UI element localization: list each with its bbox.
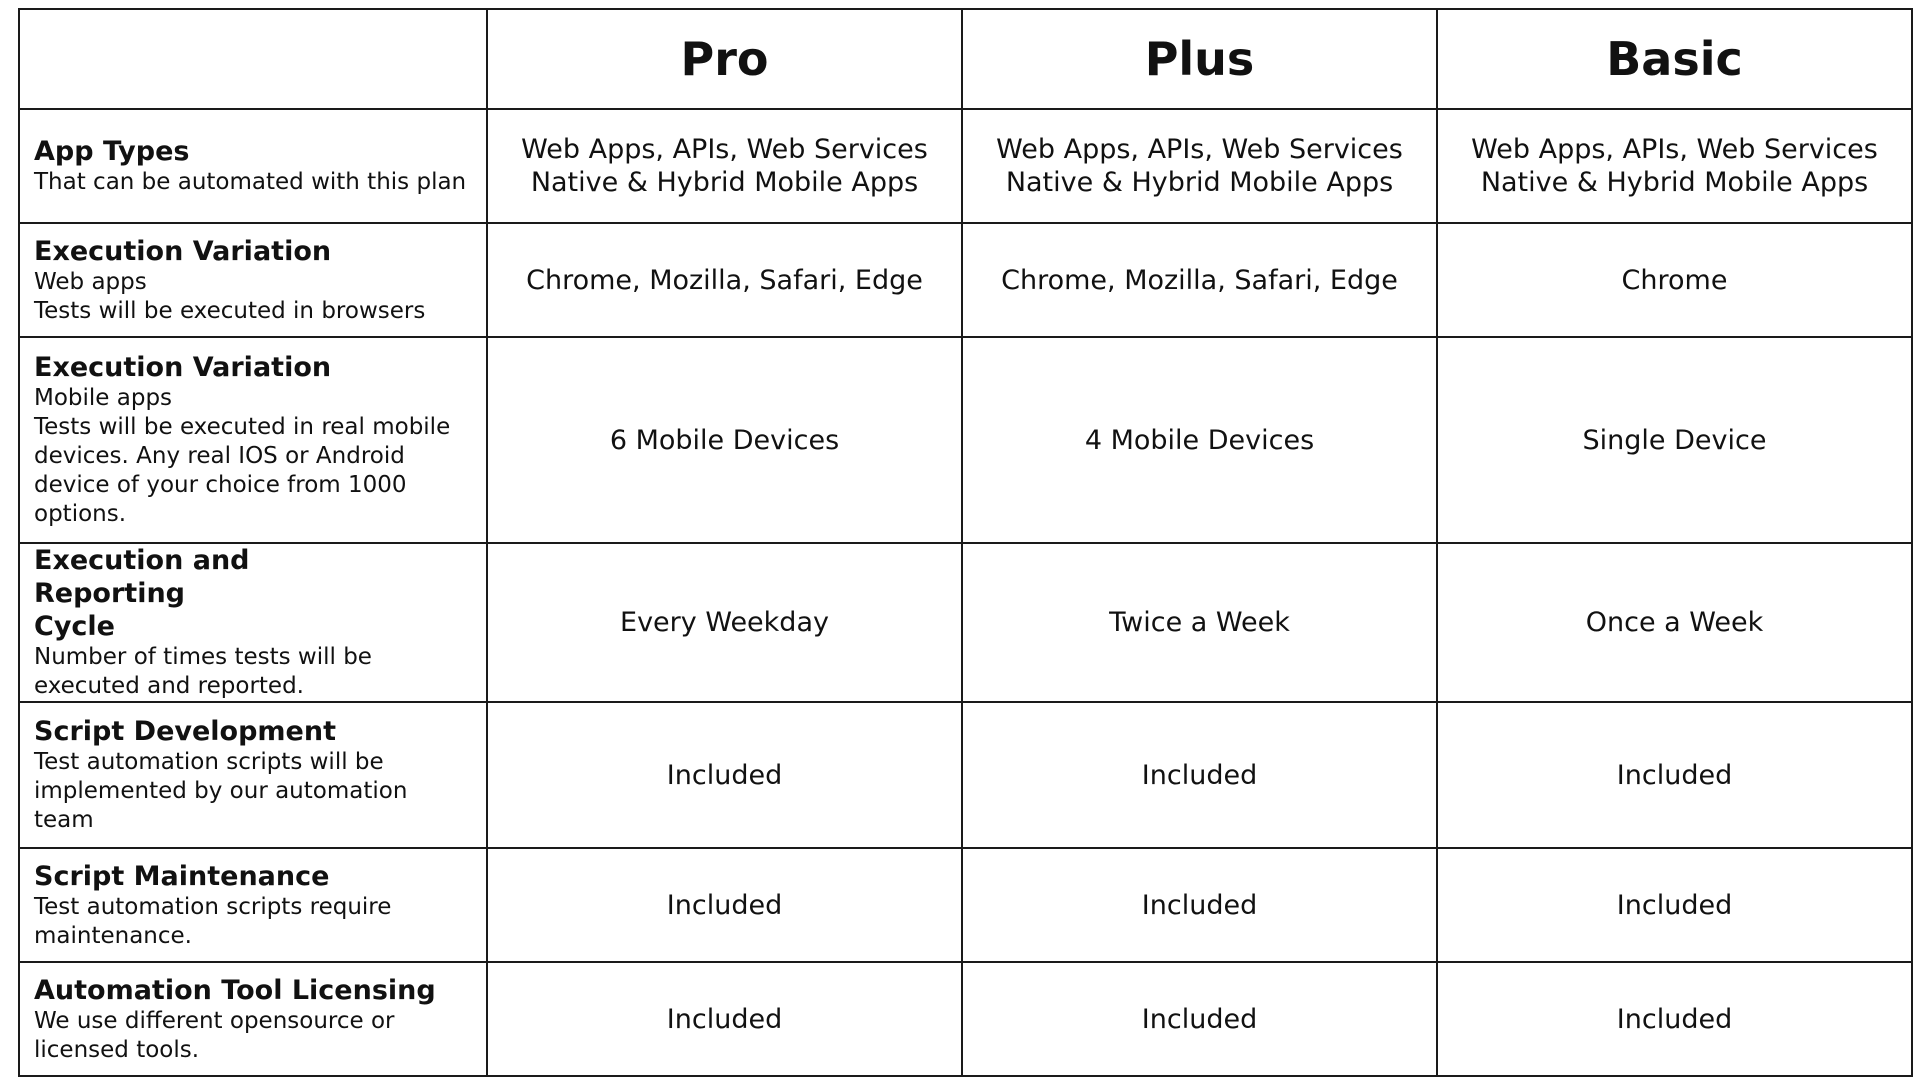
feature-description: Mobile apps xyxy=(34,385,173,411)
plan-value: Included xyxy=(666,759,783,791)
plan-value: Included xyxy=(666,889,783,921)
plan-value-cell xyxy=(1437,543,1912,702)
plan-value-cell xyxy=(962,962,1437,1076)
plan-value: Chrome xyxy=(1621,264,1728,296)
plan-value-cell xyxy=(487,962,962,1076)
plan-value-cell xyxy=(487,109,962,223)
feature-cell xyxy=(19,337,487,543)
plan-value: Native & Hybrid Mobile Apps xyxy=(530,167,919,198)
plan-value: Native & Hybrid Mobile Apps xyxy=(1480,167,1869,198)
plan-value-cell xyxy=(1437,337,1912,543)
plan-value: Included xyxy=(1141,759,1258,791)
plan-value-cell xyxy=(962,337,1437,543)
plan-value: Web Apps, APIs, Web Services xyxy=(996,134,1403,165)
plan-value-cell xyxy=(1437,702,1912,848)
plan-value: Once a Week xyxy=(1585,607,1764,638)
feature-description: Test automation scripts require maintenance. xyxy=(34,893,392,949)
feature-description: Tests will be executed in browsers xyxy=(34,297,426,324)
plan-value-cell xyxy=(1437,109,1912,223)
feature-title: Script Maintenance xyxy=(34,860,330,892)
plan-value: Native & Hybrid Mobile Apps xyxy=(1005,167,1394,198)
plan-value-cell xyxy=(1437,962,1912,1076)
plan-value: Included xyxy=(666,1003,783,1035)
plan-value-cell xyxy=(487,543,962,702)
plan-value-cell xyxy=(962,848,1437,962)
plan-value-cell xyxy=(487,702,962,848)
feature-title: App Types xyxy=(34,136,190,167)
feature-cell xyxy=(19,848,487,962)
feature-description: Tests will be executed in real mobile devices. Any real IOS or Android device of your choice from 1000 options. xyxy=(34,414,451,527)
feature-cell xyxy=(19,543,487,702)
plan-value-cell xyxy=(1437,223,1912,337)
plan-value-cell xyxy=(962,109,1437,223)
plan-value: Included xyxy=(1141,1003,1258,1035)
plan-header-row xyxy=(19,9,1912,109)
plan-value-cell xyxy=(1437,848,1912,962)
plan-value: Web Apps, APIs, Web Services xyxy=(1471,134,1878,165)
table-row xyxy=(19,109,1912,223)
table-row xyxy=(19,337,1912,543)
feature-title: Automation Tool Licensing xyxy=(34,974,436,1006)
feature-cell xyxy=(19,223,487,337)
plan-header-pro: Pro xyxy=(487,9,962,109)
feature-title: Script Development xyxy=(34,716,336,747)
plan-header-basic: Basic xyxy=(1437,9,1912,109)
feature-cell xyxy=(19,702,487,848)
plan-value-cell xyxy=(487,337,962,543)
feature-description: Web apps xyxy=(34,268,147,295)
plan-value-cell xyxy=(487,223,962,337)
plan-comparison-table xyxy=(18,8,1913,1077)
plan-value: Single Device xyxy=(1582,424,1767,456)
feature-description: Number of times tests will be executed and reported. xyxy=(34,644,372,699)
feature-cell xyxy=(19,109,487,223)
plan-value-cell xyxy=(962,223,1437,337)
table-row xyxy=(19,848,1912,962)
table-row xyxy=(19,543,1912,702)
plan-value: Included xyxy=(1616,759,1733,791)
feature-description: We use different opensource or licensed tools. xyxy=(34,1007,395,1063)
plan-value: Included xyxy=(1141,889,1258,921)
table-row xyxy=(19,702,1912,848)
feature-description: That can be automated with this plan xyxy=(34,169,467,195)
header-corner-cell xyxy=(19,9,487,109)
plan-value: Twice a Week xyxy=(1109,607,1290,638)
feature-description: Test automation scripts will be implemented by our automation team xyxy=(34,749,408,833)
plan-value-cell xyxy=(962,702,1437,848)
plan-value: Every Weekday xyxy=(620,607,829,638)
feature-title: Execution Variation xyxy=(34,235,332,267)
plan-value: 4 Mobile Devices xyxy=(1084,424,1315,456)
table-row xyxy=(19,962,1912,1076)
plan-value: 6 Mobile Devices xyxy=(609,424,840,456)
plan-value: Included xyxy=(1616,1003,1733,1035)
feature-cell xyxy=(19,962,487,1076)
feature-title: Execution and Reporting Cycle xyxy=(34,545,250,642)
plan-value: Web Apps, APIs, Web Services xyxy=(521,134,928,165)
plan-value-cell xyxy=(487,848,962,962)
feature-title: Execution Variation xyxy=(34,352,332,383)
plan-value: Chrome, Mozilla, Safari, Edge xyxy=(1001,264,1398,296)
table-row xyxy=(19,223,1912,337)
plan-value-cell xyxy=(962,543,1437,702)
plan-value: Chrome, Mozilla, Safari, Edge xyxy=(526,264,923,296)
plan-header-plus: Plus xyxy=(962,9,1437,109)
plan-value: Included xyxy=(1616,889,1733,921)
